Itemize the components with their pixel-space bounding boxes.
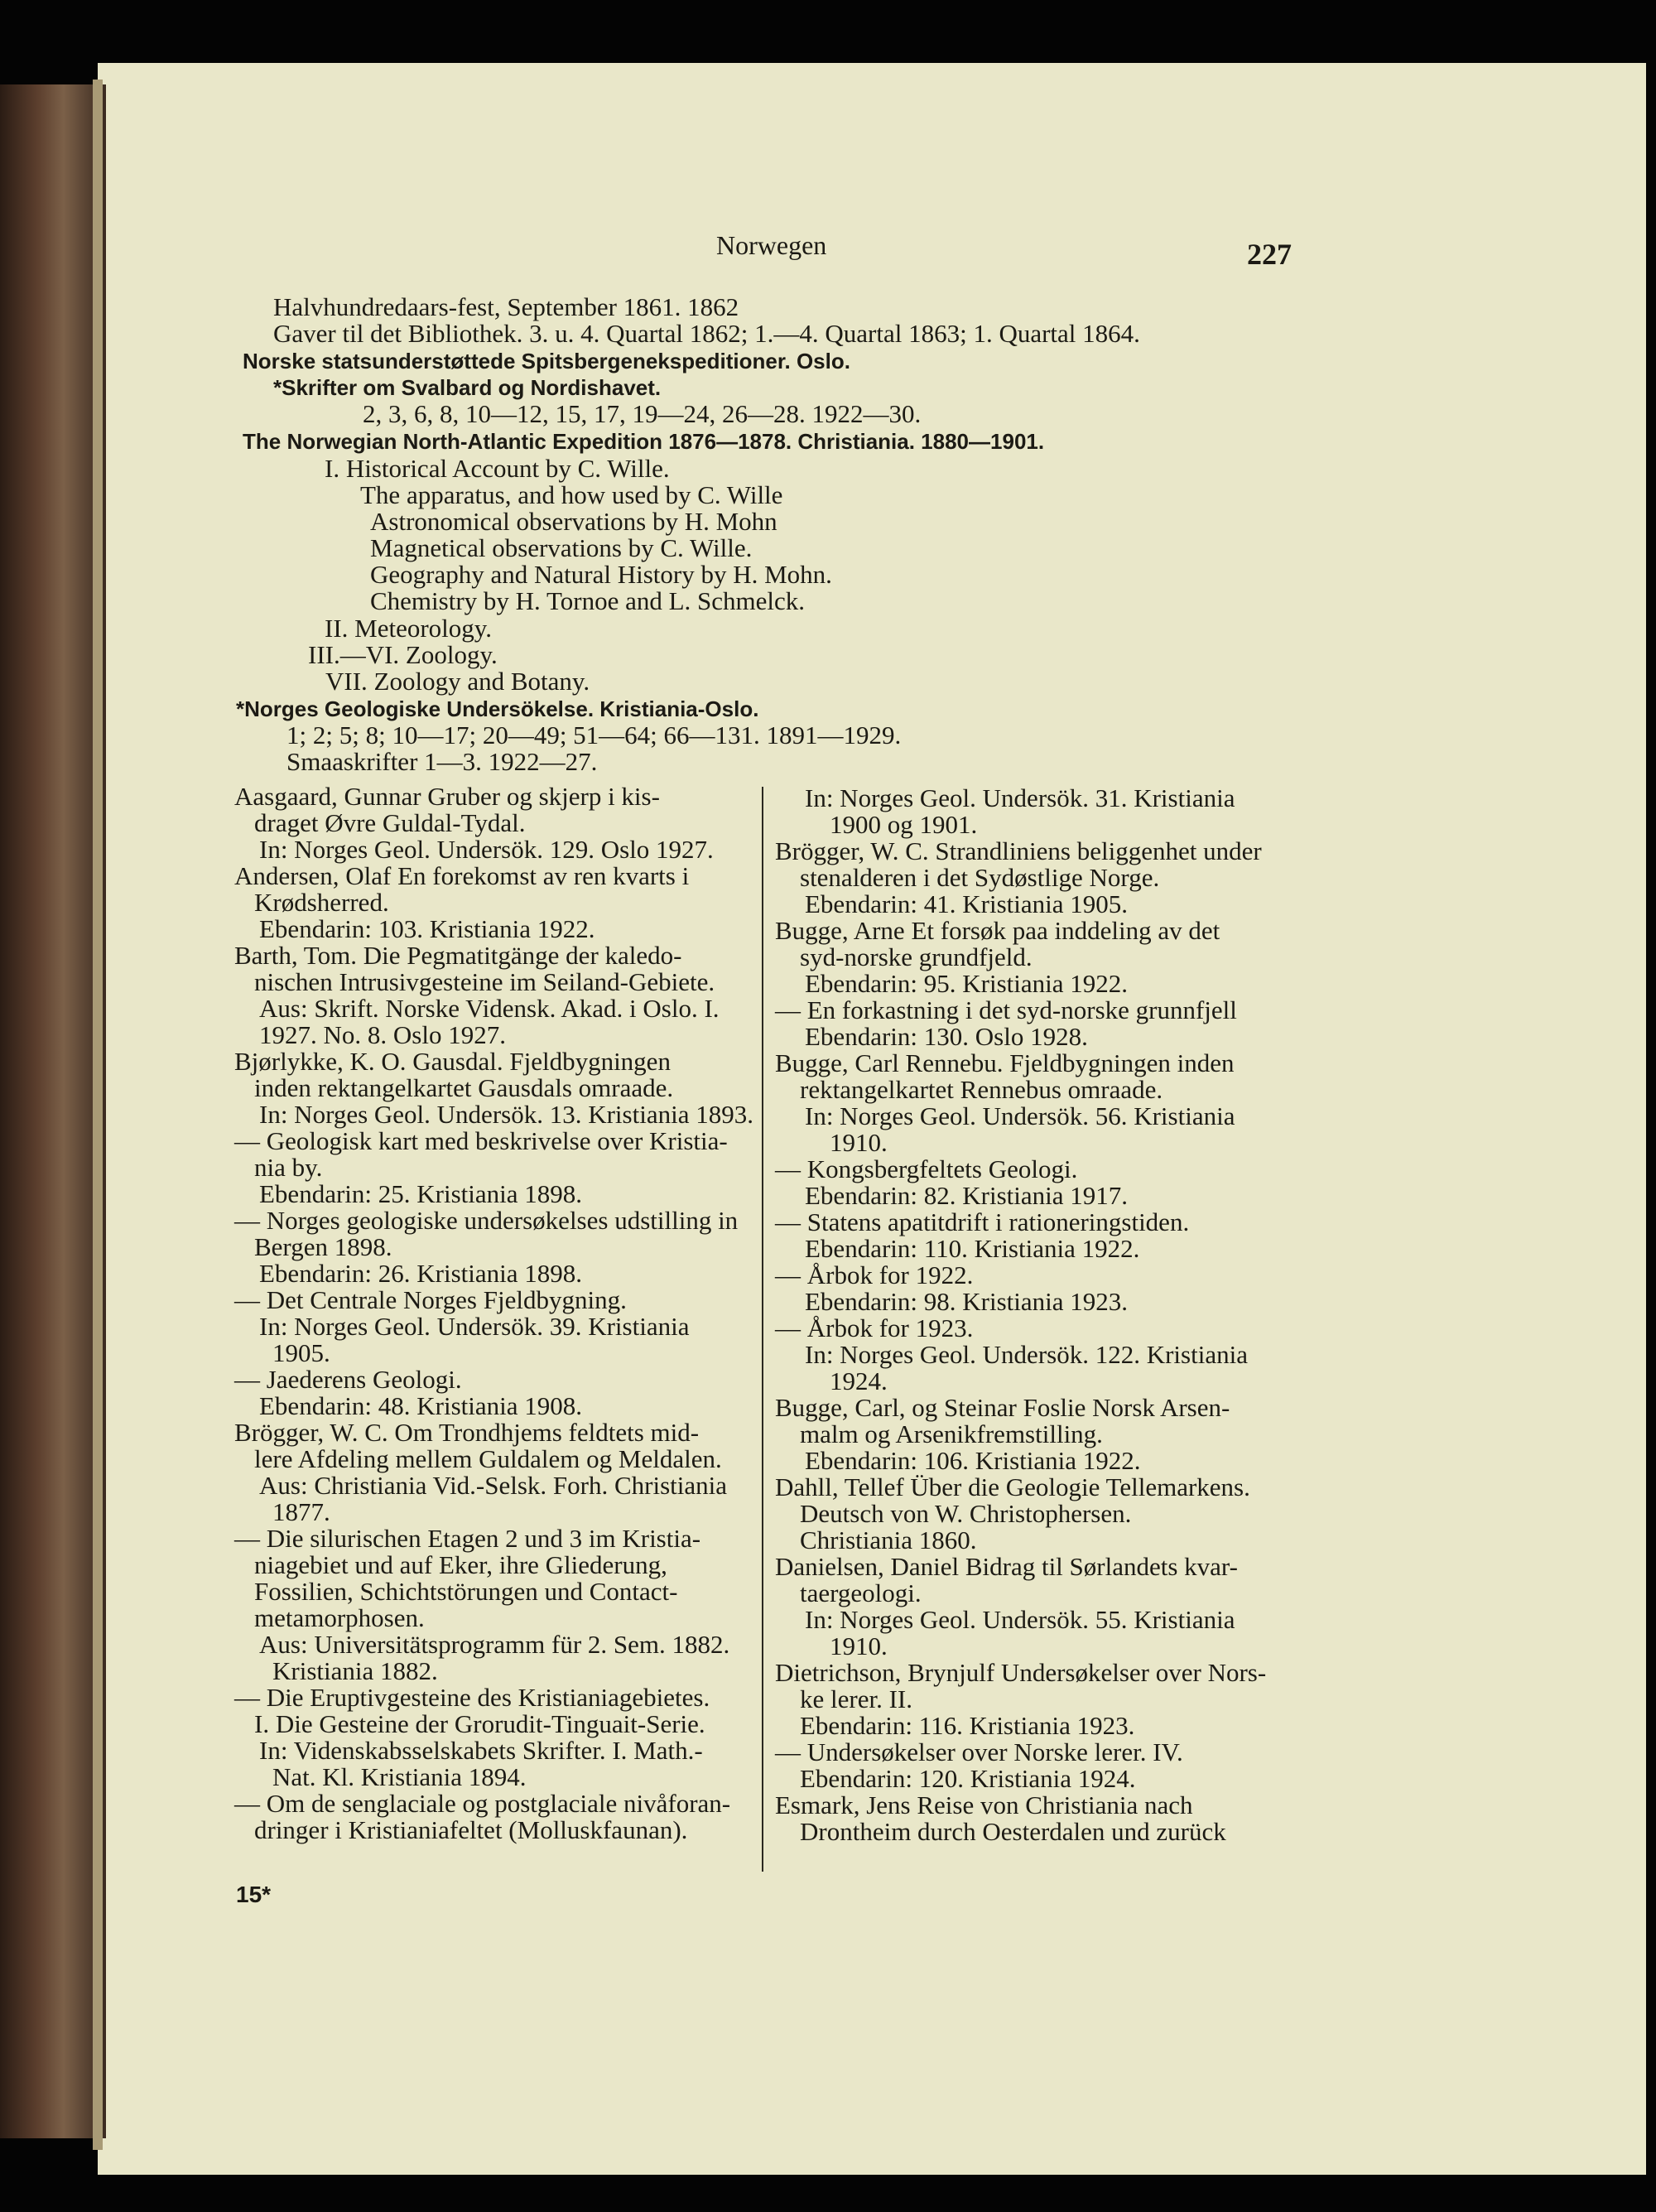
text-line: In: Norges Geol. Undersök. 39. Kristiania xyxy=(259,1312,690,1341)
text-line: rektangelkartet Rennebus omraade. xyxy=(800,1075,1163,1104)
text-line: — Om de senglaciale og postglaciale nivåforan- xyxy=(234,1789,731,1818)
left-column xyxy=(234,783,752,1843)
text-line: Dietrichson, Brynjulf Undersøkelser over Nors- xyxy=(775,1658,1267,1687)
text-line: In: Norges Geol. Undersök. 122. Kristiania xyxy=(805,1340,1248,1369)
text-line: taergeologi. xyxy=(800,1578,922,1607)
text-line: niagebiet und auf Eker, ihre Gliederung, xyxy=(254,1550,667,1579)
page-edge xyxy=(93,80,103,2150)
text-line: Ebendarin: 82. Kristiania 1917. xyxy=(805,1181,1128,1210)
text-line: Krødsherred. xyxy=(254,888,389,917)
text-line: Brögger, W. C. Om Trondhjems feldtets mid- xyxy=(234,1418,700,1447)
text-line: Ebendarin: 103. Kristiania 1922. xyxy=(259,914,595,943)
page-number: 227 xyxy=(1247,238,1292,271)
text-line: Aus: Universitätsprogramm für 2. Sem. 1882. xyxy=(259,1630,730,1659)
text-line: Danielsen, Daniel Bidrag til Sørlandets kvar- xyxy=(775,1552,1238,1581)
text-line: dringer i Kristianiafeltet (Molluskfaunan). xyxy=(254,1815,688,1844)
text-line: Ebendarin: 25. Kristiania 1898. xyxy=(259,1179,582,1208)
text-line: Kristiania 1882. xyxy=(272,1656,438,1685)
text-line: — Statens apatitdrift i rationeringstiden. xyxy=(775,1207,1190,1236)
running-title: Norwegen xyxy=(716,230,827,260)
text-line: syd-norske grundfjeld. xyxy=(800,942,1033,971)
text-line: Fossilien, Schichtstörungen und Contact- xyxy=(254,1577,678,1606)
text-line: stenalderen i det Sydøstlige Norge. xyxy=(800,863,1160,892)
text-line: Aasgaard, Gunnar Gruber og skjerp i kis- xyxy=(234,782,660,811)
text-line: Ebendarin: 116. Kristiania 1923. xyxy=(800,1711,1135,1740)
text-line: Esmark, Jens Reise von Christiania nach xyxy=(775,1790,1193,1819)
text-line: — En forkastning i det syd-norske grunnfjell xyxy=(775,995,1237,1024)
text-line: Ebendarin: 120. Kristiania 1924. xyxy=(800,1764,1136,1793)
text-line: Halvhundredaars-fest, September 1861. 1862 xyxy=(273,292,739,321)
text-line: 2, 3, 6, 8, 10—12, 15, 17, 19—24, 26—28. 1922—30. xyxy=(363,399,922,428)
text-line: III.—VI. Zoology. xyxy=(308,640,498,669)
text-line: 1905. xyxy=(272,1338,330,1367)
text-line: Bugge, Arne Et forsøk paa inddeling av det xyxy=(775,916,1220,945)
text-line: Aus: Christiania Vid.-Selsk. Forh. Christiania xyxy=(259,1471,728,1500)
text-line: I. Die Gesteine der Grorudit-Tinguait-Serie. xyxy=(254,1709,705,1738)
text-line: Bugge, Carl, og Steinar Foslie Norsk Arsen- xyxy=(775,1393,1230,1422)
text-line: Christiania 1860. xyxy=(800,1525,977,1554)
text-line: Ebendarin: 130. Oslo 1928. xyxy=(805,1022,1088,1051)
text-line: — Norges geologiske undersøkelses udstilling in xyxy=(234,1206,739,1235)
text-line: In: Norges Geol. Undersök. 31. Kristiania xyxy=(805,783,1235,812)
signature-mark: 15* xyxy=(236,1882,272,1907)
entry-heading: Norske statsunderstøttede Spitsbergenekspeditioner. Oslo. xyxy=(243,349,850,373)
text-line: malm og Arsenikfremstilling. xyxy=(800,1419,1103,1448)
text-line: Ebendarin: 26. Kristiania 1898. xyxy=(259,1259,582,1288)
text-line: — Det Centrale Norges Fjeldbygning. xyxy=(234,1285,627,1314)
text-line: — Die Eruptivgesteine des Kristianiagebietes. xyxy=(234,1683,710,1712)
text-line: — Die silurischen Etagen 2 und 3 im Kristia- xyxy=(234,1524,701,1553)
text-line: In: Norges Geol. Undersök. 56. Kristiania xyxy=(805,1101,1235,1130)
text-line: Drontheim durch Oesterdalen und zurück xyxy=(800,1817,1226,1846)
text-line: VII. Zoology and Botany. xyxy=(325,667,590,696)
text-line: Ebendarin: 48. Kristiania 1908. xyxy=(259,1391,582,1420)
text-line: 1927. No. 8. Oslo 1927. xyxy=(259,1020,506,1049)
text-line: II. Meteorology. xyxy=(325,614,493,643)
text-line: Astronomical observations by H. Mohn xyxy=(370,507,777,536)
text-line: Dahll, Tellef Über die Geologie Tellemarkens. xyxy=(775,1472,1250,1501)
text-line: inden rektangelkartet Gausdals omraade. xyxy=(254,1073,674,1102)
entry-heading: The Norwegian North-Atlantic Expedition 1876—1878. Christiania. 1880—1901. xyxy=(243,429,1045,454)
entry-heading: *Skrifter om Svalbard og Nordishavet. xyxy=(273,375,662,400)
text-line: Ebendarin: 110. Kristiania 1922. xyxy=(805,1234,1140,1263)
text-line: Bugge, Carl Rennebu. Fjeldbygningen inden xyxy=(775,1048,1235,1077)
text-line: Bjørlykke, K. O. Gausdal. Fjeldbygningen xyxy=(234,1047,671,1076)
text-line: Ebendarin: 98. Kristiania 1923. xyxy=(805,1287,1128,1316)
text-line: Brögger, W. C. Strandliniens beliggenhet under xyxy=(775,836,1262,865)
text-line: metamorphosen. xyxy=(254,1603,425,1632)
text-line: 1924. xyxy=(830,1366,888,1395)
text-line: In: Norges Geol. Undersök. 13. Kristiania 1893. xyxy=(259,1100,753,1129)
text-line: — Undersøkelser over Norske lerer. IV. xyxy=(775,1737,1183,1766)
text-line: Chemistry by H. Tornoe and L. Schmelck. xyxy=(370,586,806,615)
text-line: — Jaederens Geologi. xyxy=(234,1365,462,1394)
text-line: lere Afdeling mellem Guldalem og Meldalen. xyxy=(254,1444,722,1473)
text-line: Ebendarin: 106. Kristiania 1922. xyxy=(805,1446,1141,1475)
text-line: draget Øvre Guldal-Tydal. xyxy=(254,808,526,837)
text-line: — Kongsbergfeltets Geologi. xyxy=(775,1154,1078,1183)
column-divider xyxy=(762,787,763,1872)
text-line: 1910. xyxy=(830,1631,888,1660)
text-line: Gaver til det Bibliothek. 3. u. 4. Quartal 1862; 1.—4. Quartal 1863; 1. Quartal 1864. xyxy=(273,319,1140,348)
text-line: Andersen, Olaf En forekomst av ren kvarts i xyxy=(234,861,690,890)
text-line: 1900 og 1901. xyxy=(830,810,978,839)
text-line: In: Norges Geol. Undersök. 129. Oslo 1927. xyxy=(259,835,714,864)
text-line: 1910. xyxy=(830,1128,888,1157)
text-line: I. Historical Account by C. Wille. xyxy=(325,454,670,483)
book-binding xyxy=(0,84,106,2138)
text-line: Ebendarin: 95. Kristiania 1922. xyxy=(805,969,1128,998)
text-line: — Geologisk kart med beskrivelse over Kristia- xyxy=(234,1126,728,1155)
text-line: 1877. xyxy=(272,1497,330,1526)
text-line: — Årbok for 1923. xyxy=(775,1313,974,1342)
right-column xyxy=(775,785,1293,1845)
text-line: 1; 2; 5; 8; 10—17; 20—49; 51—64; 66—131. 1891—1929. xyxy=(286,720,902,749)
text-line: Geography and Natural History by H. Mohn. xyxy=(370,560,832,589)
text-line: nia by. xyxy=(254,1153,323,1182)
text-line: — Årbok for 1922. xyxy=(775,1260,974,1289)
text-line: ke lerer. II. xyxy=(800,1684,912,1713)
text-line: Magnetical observations by C. Wille. xyxy=(370,533,753,562)
text-line: Deutsch von W. Christophersen. xyxy=(800,1499,1132,1528)
text-line: The apparatus, and how used by C. Wille xyxy=(360,480,783,509)
text-line: nischen Intrusivgesteine im Seiland-Gebiete. xyxy=(254,967,715,996)
text-line: Ebendarin: 41. Kristiania 1905. xyxy=(805,889,1128,918)
entry-heading: *Norges Geologiske Undersökelse. Kristiania-Oslo. xyxy=(236,696,759,721)
text-line: Nat. Kl. Kristiania 1894. xyxy=(272,1762,527,1791)
text-line: Bergen 1898. xyxy=(254,1232,392,1261)
text-line: In: Videnskabsselskabets Skrifter. I. Math.- xyxy=(259,1736,703,1765)
text-line: In: Norges Geol. Undersök. 55. Kristiania xyxy=(805,1605,1235,1634)
text-line: Barth, Tom. Die Pegmatitgänge der kaledo- xyxy=(234,941,682,970)
text-line: Smaaskrifter 1—3. 1922—27. xyxy=(286,747,598,776)
text-line: Aus: Skrift. Norske Vidensk. Akad. i Oslo. I. xyxy=(259,994,720,1023)
